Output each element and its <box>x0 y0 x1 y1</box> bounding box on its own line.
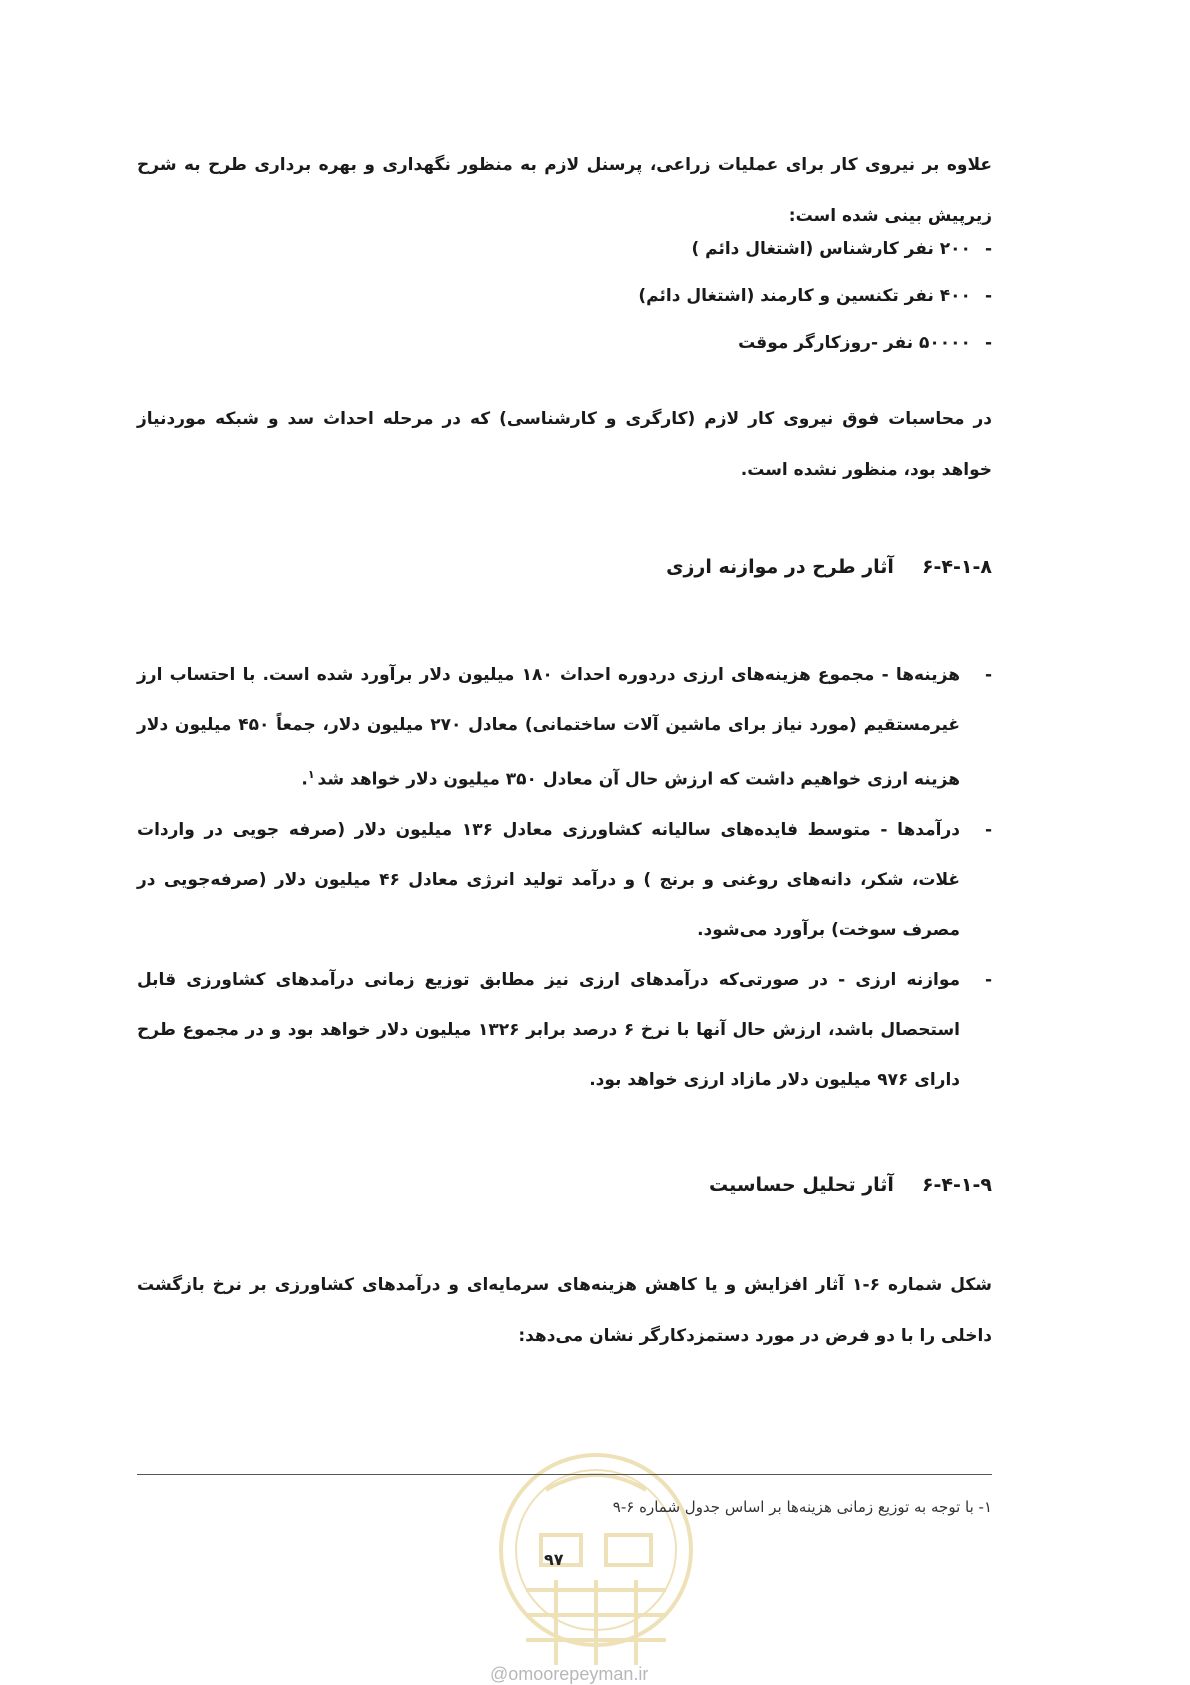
currency-list-item <box>137 650 992 805</box>
section-title: آثار طرح در موازنه ارزی <box>666 556 894 578</box>
staff-item-text: ۴۰۰ نفر تکنسین و کارمند (اشتغال دائم) <box>638 286 971 306</box>
section-heading-8 <box>666 556 992 578</box>
staff-item-text: ۵۰۰۰۰ نفر -روزکارگر موقت <box>738 333 971 353</box>
footnote-marker: ۱ <box>307 768 315 781</box>
figure-paragraph: شکل شماره ۶-۱ آثار افزایش و یا کاهش هزینه‌های سرمایه‌ای و درآمدهای کشاورزی بر نرخ بازگشت داخلی را با دو فرض در مورد دستمزدکارگر نشان می‌دهد: <box>137 1275 992 1346</box>
currency-item-body: هزینه‌ها - مجموع هزینه‌های ارزی دردوره احداث ۱۸۰ میلیون دلار برآورد شده است. با احتساب ارز غیرمستقیم (مورد نیاز برای ماشین آلات ساختمانی) معادل ۲۷۰ میلیون دلار، جمعاً ۴۵۰ میلیون دلار هزینه ارزی خواهیم داشت که ارزش حال آن معادل ۳۵۰ میلیون دلار خواهد شد <box>137 665 960 790</box>
footnote-divider <box>137 1474 992 1475</box>
intro-paragraph: علاوه بر نیروی کار برای عملیات زراعی، پرسنل لازم به منظور نگهداری و بهره برداری طرح به شرح زیرپیش بینی شده است: <box>137 155 992 226</box>
currency-item-text: موازنه ارزی - در صورتی‌که درآمدهای ارزی نیز مطابق توزیع زمانی درآمدهای کشاورزی قابل استحصال باشد، ارزش حال آنها با نرخ ۶ درصد برابر ۱۳۲۶ میلیون دلار خواهد بود و در مجموع طرح دارای ۹۷۶ میلیون دلار مازاد ارزی خواهد بود. <box>137 969 960 1090</box>
list-dash: - <box>984 665 992 685</box>
currency-item-text: هزینه‌ها - مجموع هزینه‌های ارزی دردوره احداث ۱۸۰ میلیون دلار برآورد شده است. با احتساب ارز غیرمستقیم (مورد نیاز برای ماشین آلات ساختمانی) معادل ۲۷۰ میلیون دلار، جمعاً ۴۵۰ میلیون دلار هزینه ارزی خواهیم داشت که ارزش حال آن معادل ۳۵۰ میلیون دلار خواهد شد$^۱$. <box>137 665 960 790</box>
section-title: آثار تحلیل حساسیت <box>708 1174 894 1196</box>
list-dash: - <box>984 819 992 840</box>
currency-list-item <box>137 805 992 955</box>
staff-list <box>137 226 992 367</box>
list-dash: - <box>984 286 992 306</box>
watermark-url: @omoorepeyman.ir <box>490 1664 649 1684</box>
section-number: ۶-۴-۱-۹ <box>921 1174 992 1196</box>
staff-item-text: ۲۰۰ نفر کارشناس (اشتغال دائم ) <box>691 239 971 259</box>
list-dash: - <box>984 239 992 259</box>
staff-list-item <box>137 226 992 273</box>
note-paragraph: در محاسبات فوق نیروی کار لازم (کارگری و کارشناسی) که در مرحله احداث سد و شبکه موردنیاز خواهد بود، منظور نشده است. <box>137 409 992 480</box>
page-number: ۹۷ <box>544 1550 564 1569</box>
section-heading-9 <box>709 1174 992 1196</box>
section-number: ۶-۴-۱-۸ <box>921 556 992 578</box>
list-dash: - <box>984 333 992 353</box>
footnote: ۱- با توجه به توزیع زمانی هزینه‌ها بر اساس جدول شماره ۶-۹ <box>612 1498 992 1516</box>
list-dash: - <box>984 969 992 990</box>
currency-item-text: درآمدها - متوسط فایده‌های سالیانه کشاورزی معادل ۱۳۶ میلیون دلار (صرفه جویی در واردات غلات، شکر، دانه‌های روغنی و برنج ) و درآمد تولید انرژی معادل ۴۶ میلیون دلار (صرفه‌جویی در مصرف سوخت) برآورد می‌شود. <box>137 819 960 940</box>
staff-list-item <box>137 320 992 367</box>
currency-list-item <box>137 955 992 1105</box>
currency-list <box>137 650 992 1105</box>
staff-list-item <box>137 273 992 320</box>
